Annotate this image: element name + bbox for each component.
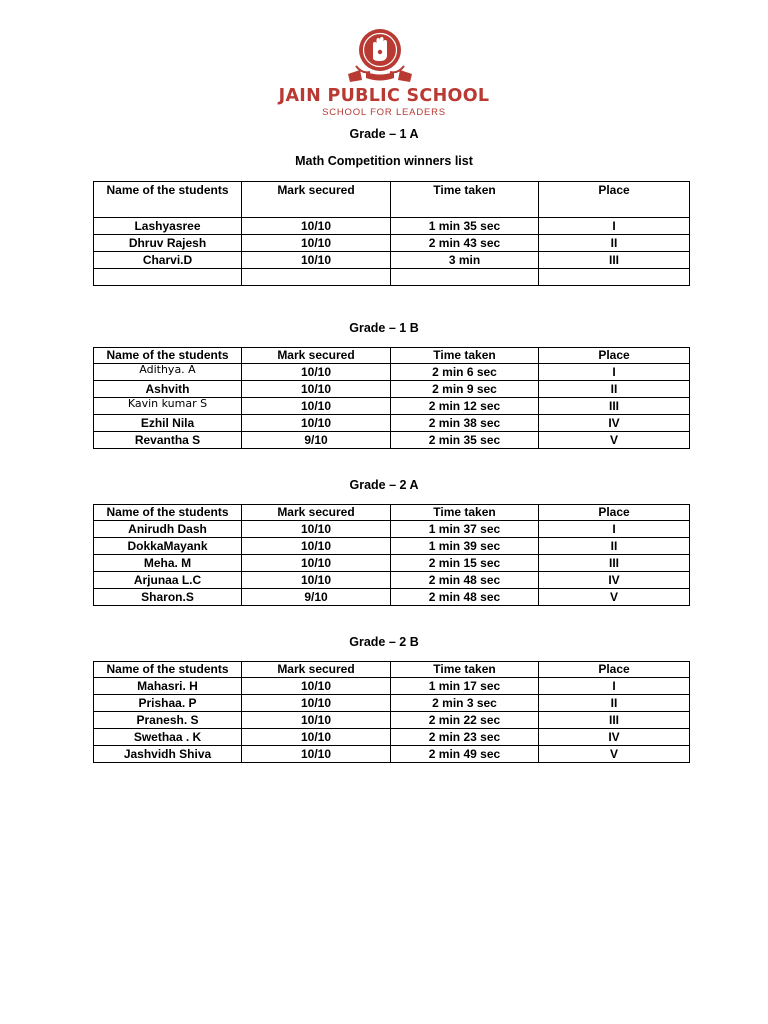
- header-place: Place: [539, 348, 690, 364]
- mark-cell: 10/10: [242, 381, 391, 398]
- time-cell: 2 min 48 sec: [391, 572, 539, 589]
- time-cell: 2 min 23 sec: [391, 729, 539, 746]
- time-cell: 2 min 9 sec: [391, 381, 539, 398]
- document-title: Math Competition winners list: [295, 154, 473, 168]
- time-cell: 2 min 49 sec: [391, 746, 539, 763]
- winners-table-grade-2b: [93, 661, 690, 763]
- place-cell: V: [539, 746, 690, 763]
- header-time: Time taken: [391, 348, 539, 364]
- student-name-cell: Prishaa. P: [94, 695, 242, 712]
- header-name: Name of the students: [94, 182, 242, 218]
- place-cell: IV: [539, 729, 690, 746]
- grade-heading-2a: Grade – 2 A: [349, 478, 419, 492]
- student-name-cell: Dhruv Rajesh: [94, 235, 242, 252]
- time-cell: 2 min 22 sec: [391, 712, 539, 729]
- header-place: Place: [539, 182, 690, 218]
- time-cell: 1 min 17 sec: [391, 678, 539, 695]
- table-row: [94, 235, 690, 252]
- table-row: [94, 415, 690, 432]
- mark-cell: 10/10: [242, 415, 391, 432]
- mark-cell: 10/10: [242, 398, 391, 415]
- time-cell: 2 min 6 sec: [391, 364, 539, 381]
- mark-cell: 10/10: [242, 364, 391, 381]
- mark-cell: 9/10: [242, 589, 391, 606]
- mark-cell: 10/10: [242, 572, 391, 589]
- table-row: [94, 381, 690, 398]
- header-name: Name of the students: [94, 505, 242, 521]
- table-row: [94, 572, 690, 589]
- table-row: [94, 218, 690, 235]
- time-cell: 2 min 3 sec: [391, 695, 539, 712]
- student-name-cell: Pranesh. S: [94, 712, 242, 729]
- mark-cell: 10/10: [242, 538, 391, 555]
- header-mark: Mark secured: [242, 662, 391, 678]
- time-cell: 2 min 38 sec: [391, 415, 539, 432]
- time-cell: 1 min 37 sec: [391, 521, 539, 538]
- mark-cell: 10/10: [242, 252, 391, 269]
- header-mark: Mark secured: [242, 505, 391, 521]
- student-name-cell: Arjunaa L.C: [94, 572, 242, 589]
- header-name: Name of the students: [94, 662, 242, 678]
- student-name-cell: Meha. M: [94, 555, 242, 572]
- place-cell: IV: [539, 415, 690, 432]
- student-name-cell: Lashyasree: [94, 218, 242, 235]
- table-row: [94, 364, 690, 381]
- student-name-cell: Sharon.S: [94, 589, 242, 606]
- student-name-cell: Swethaa . K: [94, 729, 242, 746]
- table-row: [94, 538, 690, 555]
- place-cell: I: [539, 218, 690, 235]
- raised-hand-emblem-icon: [340, 28, 420, 88]
- place-cell: II: [539, 235, 690, 252]
- student-name-cell: Revantha S: [94, 432, 242, 449]
- time-cell: 2 min 15 sec: [391, 555, 539, 572]
- table-row: [94, 712, 690, 729]
- mark-cell: 10/10: [242, 521, 391, 538]
- grade-heading-1b: Grade – 1 B: [349, 321, 419, 335]
- header-place: Place: [539, 662, 690, 678]
- header-name: Name of the students: [94, 348, 242, 364]
- table-row: [94, 269, 690, 286]
- header-place: Place: [539, 505, 690, 521]
- header-time: Time taken: [391, 662, 539, 678]
- header-mark: Mark secured: [242, 182, 391, 218]
- grade-heading-2b: Grade – 2 B: [349, 635, 419, 649]
- student-name-cell: DokkaMayank: [94, 538, 242, 555]
- mark-cell: 10/10: [242, 678, 391, 695]
- mark-cell: 10/10: [242, 746, 391, 763]
- table-header-row: [94, 182, 690, 218]
- time-cell: 2 min 43 sec: [391, 235, 539, 252]
- student-name-cell: Ashvith: [94, 381, 242, 398]
- mark-cell: 10/10: [242, 712, 391, 729]
- time-cell: [391, 269, 539, 286]
- table-header-row: [94, 662, 690, 678]
- header-time: Time taken: [391, 182, 539, 218]
- table-row: [94, 432, 690, 449]
- mark-cell: 9/10: [242, 432, 391, 449]
- table-header-row: [94, 348, 690, 364]
- header-mark: Mark secured: [242, 348, 391, 364]
- table-row: [94, 555, 690, 572]
- place-cell: IV: [539, 572, 690, 589]
- school-logo: [270, 28, 498, 120]
- student-name-cell: Anirudh Dash: [94, 521, 242, 538]
- place-cell: III: [539, 398, 690, 415]
- student-name-cell: Mahasri. H: [94, 678, 242, 695]
- place-cell: III: [539, 712, 690, 729]
- mark-cell: 10/10: [242, 218, 391, 235]
- time-cell: 2 min 35 sec: [391, 432, 539, 449]
- place-cell: [539, 269, 690, 286]
- mark-cell: 10/10: [242, 729, 391, 746]
- place-cell: V: [539, 432, 690, 449]
- time-cell: 2 min 48 sec: [391, 589, 539, 606]
- mark-cell: 10/10: [242, 555, 391, 572]
- place-cell: V: [539, 589, 690, 606]
- student-name-cell: Adithya. A: [94, 364, 242, 381]
- table-header-row: [94, 505, 690, 521]
- place-cell: II: [539, 381, 690, 398]
- grade-heading-1a: Grade – 1 A: [349, 127, 419, 141]
- place-cell: II: [539, 695, 690, 712]
- place-cell: I: [539, 521, 690, 538]
- winners-table-grade-1b: [93, 347, 690, 449]
- time-cell: 3 min: [391, 252, 539, 269]
- mark-cell: 10/10: [242, 695, 391, 712]
- student-name-cell: Ezhil Nila: [94, 415, 242, 432]
- student-name-cell: [94, 269, 242, 286]
- school-tagline: SCHOOL FOR LEADERS: [322, 107, 446, 118]
- student-name-cell: Jashvidh Shiva: [94, 746, 242, 763]
- mark-cell: 10/10: [242, 235, 391, 252]
- winners-table-grade-1a: [93, 181, 690, 286]
- student-name-cell: Kavin kumar S: [94, 398, 242, 415]
- table-row: [94, 589, 690, 606]
- table-row: [94, 398, 690, 415]
- place-cell: I: [539, 678, 690, 695]
- student-name-cell: Charvi.D: [94, 252, 242, 269]
- time-cell: 1 min 39 sec: [391, 538, 539, 555]
- table-row: [94, 521, 690, 538]
- place-cell: III: [539, 555, 690, 572]
- time-cell: 1 min 35 sec: [391, 218, 539, 235]
- table-row: [94, 678, 690, 695]
- table-row: [94, 695, 690, 712]
- place-cell: II: [539, 538, 690, 555]
- table-row: [94, 252, 690, 269]
- time-cell: 2 min 12 sec: [391, 398, 539, 415]
- table-row: [94, 746, 690, 763]
- place-cell: I: [539, 364, 690, 381]
- winners-table-grade-2a: [93, 504, 690, 606]
- place-cell: III: [539, 252, 690, 269]
- school-name: JAIN PUBLIC SCHOOL: [278, 86, 490, 106]
- header-time: Time taken: [391, 505, 539, 521]
- mark-cell: [242, 269, 391, 286]
- table-row: [94, 729, 690, 746]
